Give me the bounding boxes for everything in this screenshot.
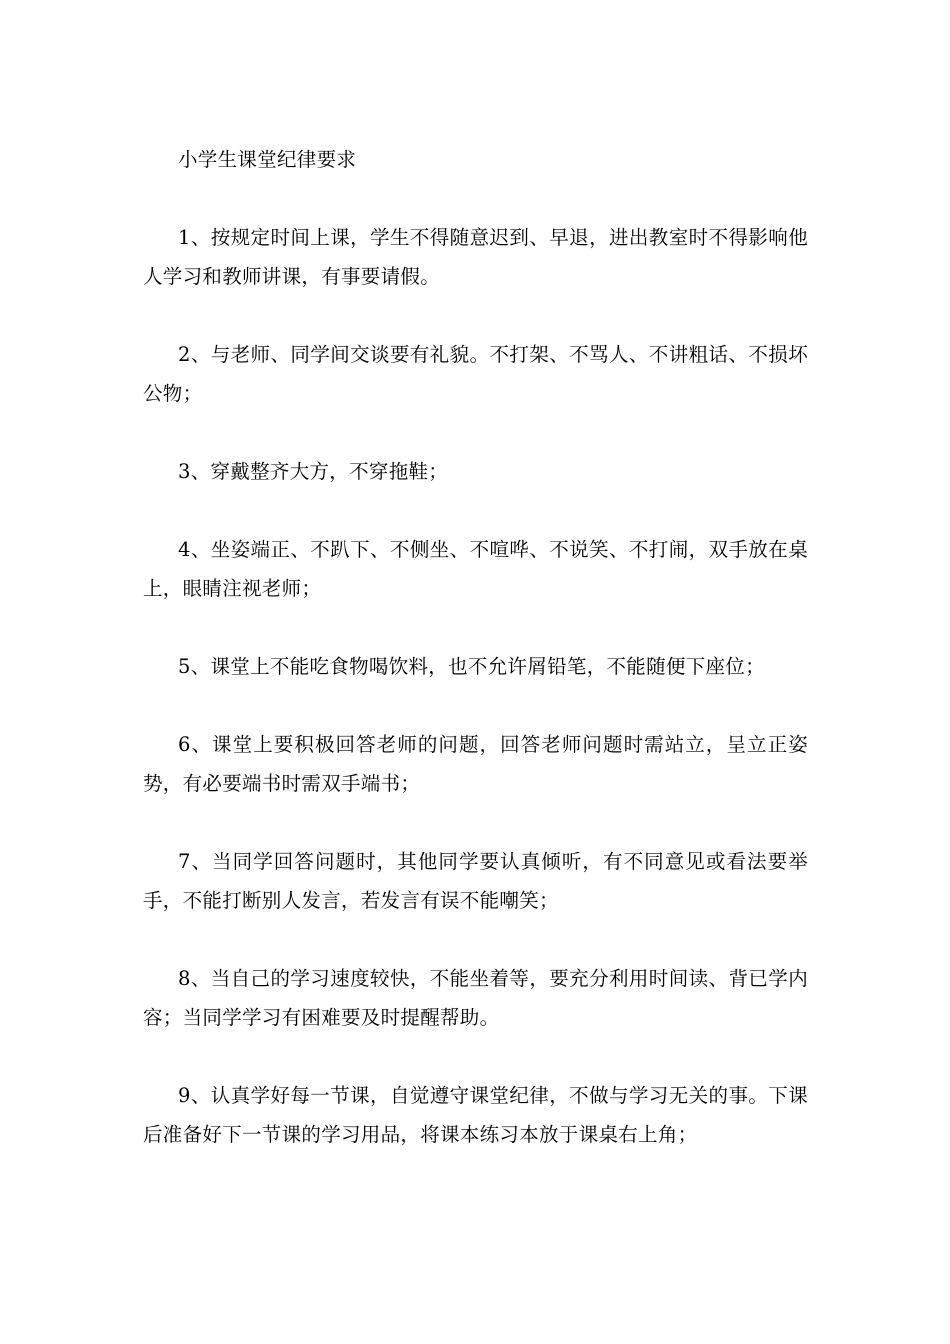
document-body [143, 140, 808, 1154]
rule-item-9: 9、认真学好每一节课，自觉遵守课堂纪律，不做与学习无关的事。下课后准备好下一节课的学习用品，将课本练习本放于课桌右上角； [143, 1084, 808, 1146]
rule-item-5: 5、课堂上不能吃食物喝饮料，也不允许屑铅笔，不能随便下座位； [178, 655, 765, 678]
rule-item-8: 8、当自己的学习速度较快，不能坐着等，要充分利用时间读、背已学内容；当同学学习有困难要及时提醒帮助。 [143, 967, 808, 1029]
rule-item-4: 4、坐姿端正、不趴下、不侧坐、不喧哗、不说笑、不打闹，双手放在桌上，眼睛注视老师； [143, 538, 808, 600]
rule-item-6: 6、课堂上要积极回答老师的问题，回答老师问题时需站立，呈立正姿势，有必要端书时需双手端书； [143, 733, 808, 795]
rule-item-7: 7、当同学回答问题时，其他同学要认真倾听，有不同意见或看法要举手，不能打断别人发言，若发言有误不能嘲笑； [143, 850, 808, 912]
document-title: 小学生课堂纪律要求 [178, 148, 357, 171]
rule-item-1: 1、按规定时间上课，学生不得随意迟到、早退，进出教室时不得影响他人学习和教师讲课，有事要请假。 [143, 226, 808, 288]
rule-item-3: 3、穿戴整齐大方，不穿拖鞋； [178, 460, 449, 483]
rule-item-2: 2、与老师、同学间交谈要有礼貌。不打架、不骂人、不讲粗话、不损坏公物； [143, 343, 808, 405]
